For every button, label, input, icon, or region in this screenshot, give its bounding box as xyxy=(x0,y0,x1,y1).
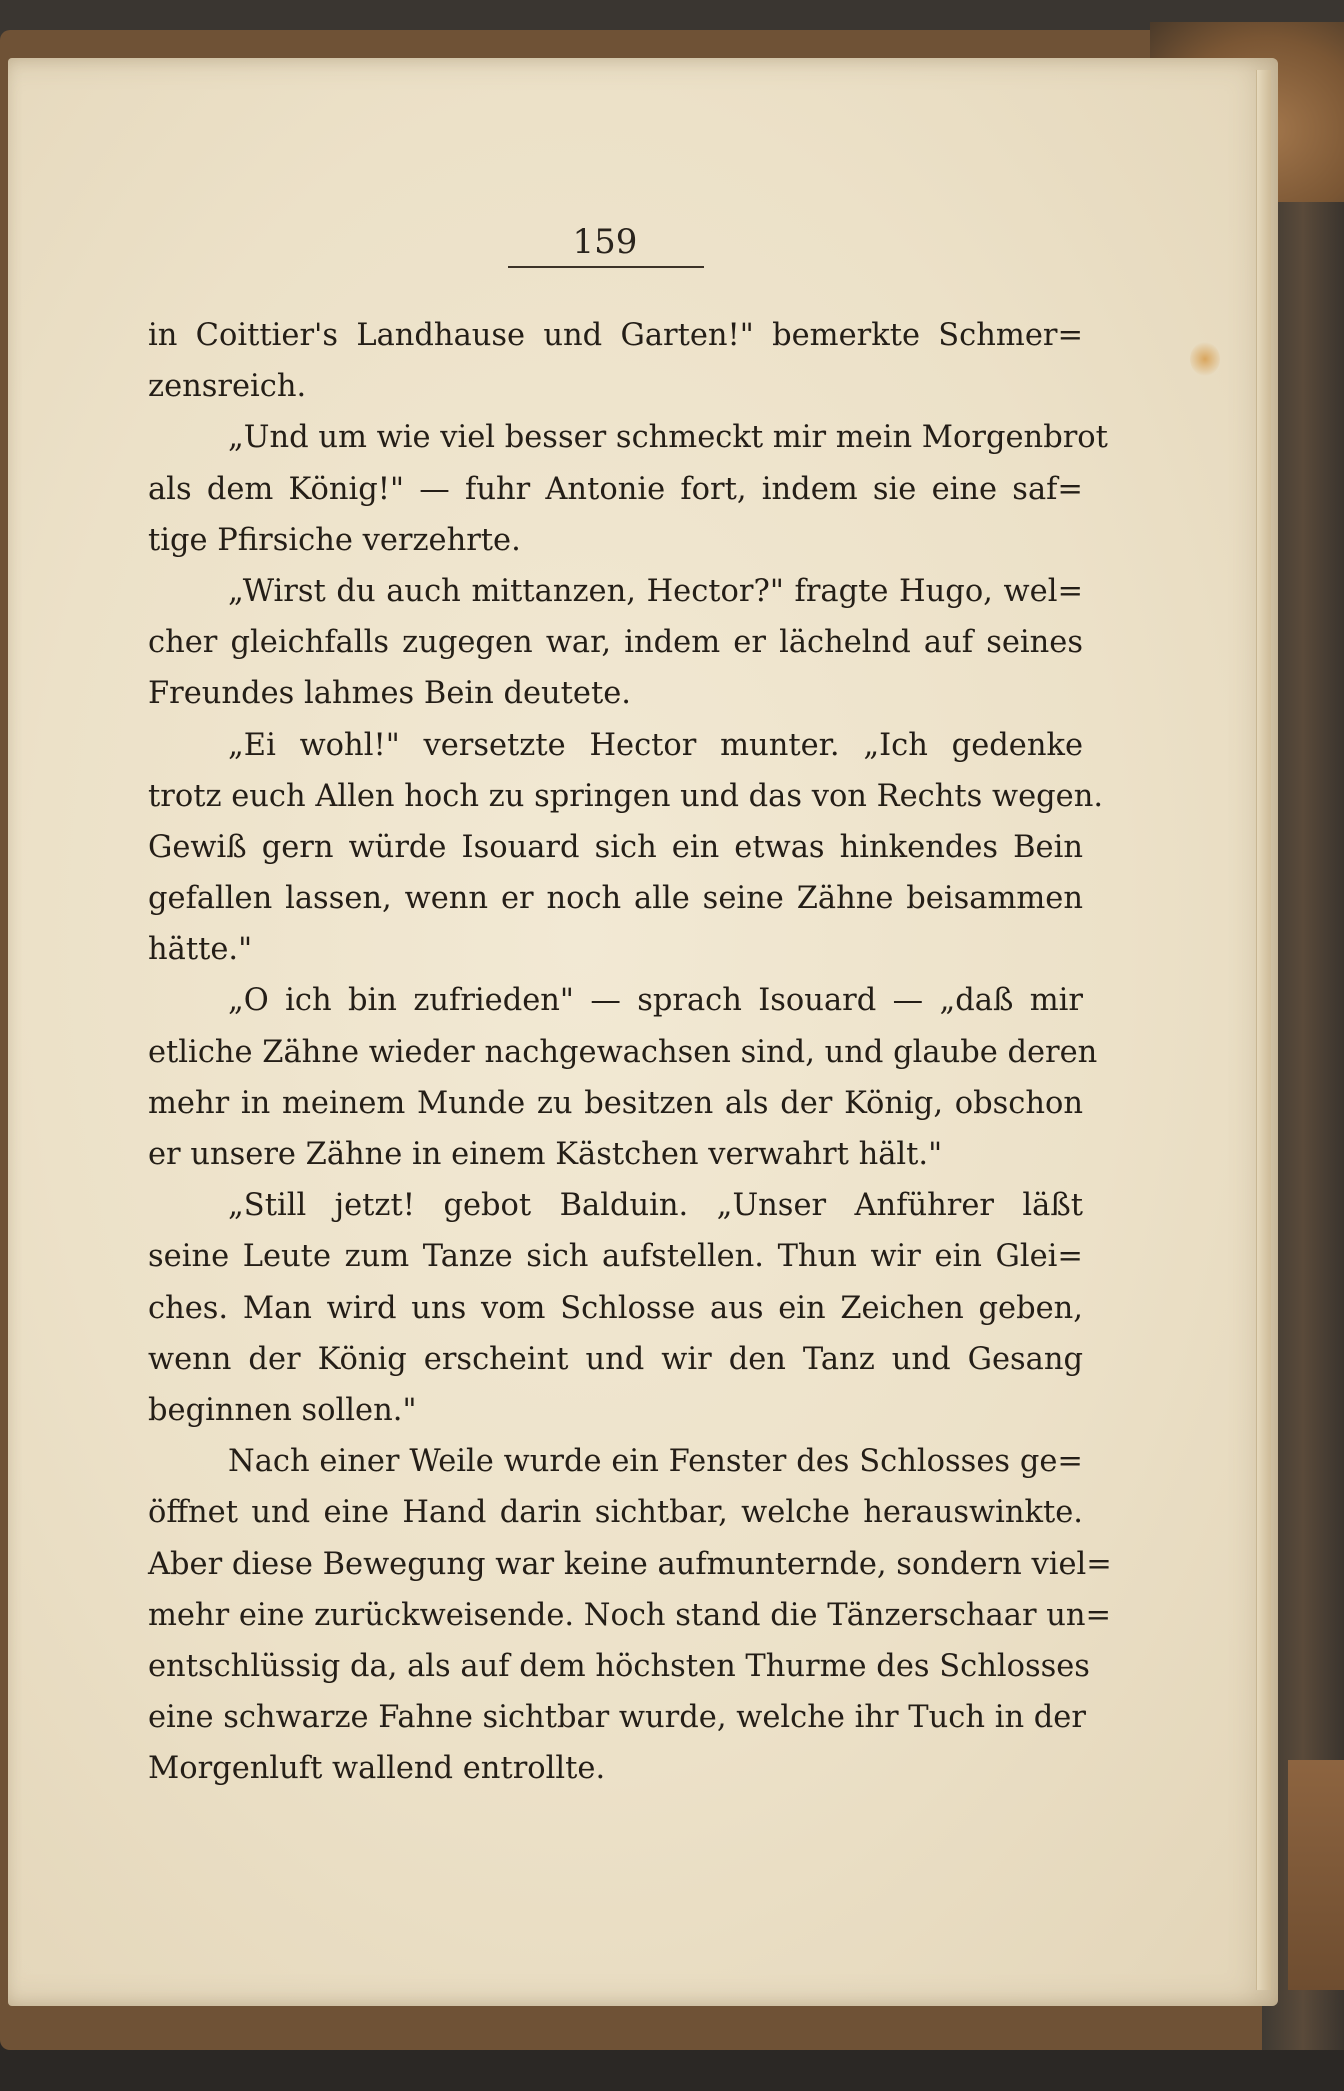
text-line: etliche Zähne wieder nachgewachsen sind, und glaube deren xyxy=(148,1034,1098,1070)
text-line: „Und um wie viel besser schmeckt mir mein Morgenbrot xyxy=(228,420,1108,456)
text-line: entschlüssig da, als auf dem höchsten Thurme des Schlosses xyxy=(148,1648,1090,1684)
leather-corner-bottom xyxy=(1288,1760,1344,1990)
page-number: 159 xyxy=(572,222,638,262)
text-line: als dem König!" — fuhr Antonie fort, indem sie eine saf= xyxy=(148,471,1083,507)
text-line: trotz euch Allen hoch zu springen und das von Rechts wegen. xyxy=(148,778,1104,814)
text-line: in Coittier's Landhause und Garten!" bemerkte Schmer= xyxy=(148,318,1083,353)
text-line: ches. Man wird uns vom Schlosse aus ein Zeichen geben, xyxy=(148,1290,1083,1326)
text-line: öffnet und eine Hand darin sichtbar, welche herauswinkte. xyxy=(148,1495,1083,1531)
text-line: mehr eine zurückweisende. Noch stand die Tänzerschaar un= xyxy=(148,1597,1112,1633)
text-line: mehr in meinem Munde zu besitzen als der König, obschon xyxy=(148,1085,1083,1121)
page-number-rule xyxy=(508,266,704,268)
text-line: er unsere Zähne in einem Kästchen verwahrt hält." xyxy=(148,1137,943,1172)
text-line: Freundes lahmes Bein deutete. xyxy=(148,676,631,712)
text-line: „Still jetzt! gebot Balduin. „Unser Anführer läßt xyxy=(228,1188,1083,1224)
text-line: Morgenluft wallend entrollte. xyxy=(148,1751,606,1787)
text-line: tige Pfirsiche verzehrte. xyxy=(148,522,521,558)
text-line: Nach einer Weile wurde ein Fenster des Schlosses ge= xyxy=(228,1444,1083,1480)
body-text xyxy=(148,310,1112,1794)
paper-stain xyxy=(1190,342,1220,376)
text-line: beginnen sollen." xyxy=(148,1392,417,1428)
text-line: Gewiß gern würde Isouard sich ein etwas hinkendes Bein xyxy=(148,829,1083,865)
text-line: Aber diese Bewegung war keine aufmunternde, sondern viel= xyxy=(148,1546,1112,1582)
text-line: eine schwarze Fahne sichtbar wurde, welche ihr Tuch in der xyxy=(148,1700,1086,1736)
text-line: gefallen lassen, wenn er noch alle seine Zähne beisammen xyxy=(148,881,1083,917)
text-line: seine Leute zum Tanze sich aufstellen. Thun wir ein Glei= xyxy=(148,1239,1083,1275)
text-line: hätte." xyxy=(148,932,253,968)
text-line: wenn der König erscheint und wir den Tanz und Gesang xyxy=(148,1341,1083,1377)
text-line: „Wirst du auch mittanzen, Hector?" fragte Hugo, wel= xyxy=(228,573,1083,609)
page-edge xyxy=(1256,70,1271,1990)
text-line: „Ei wohl!" versetzte Hector munter. „Ich gedenke xyxy=(228,727,1083,763)
text-line: cher gleichfalls zugegen war, indem er lächelnd auf seines xyxy=(148,625,1083,661)
text-line: „O ich bin zufrieden" — sprach Isouard — „daß mir xyxy=(228,983,1083,1019)
text-line: zensreich. xyxy=(148,369,307,405)
